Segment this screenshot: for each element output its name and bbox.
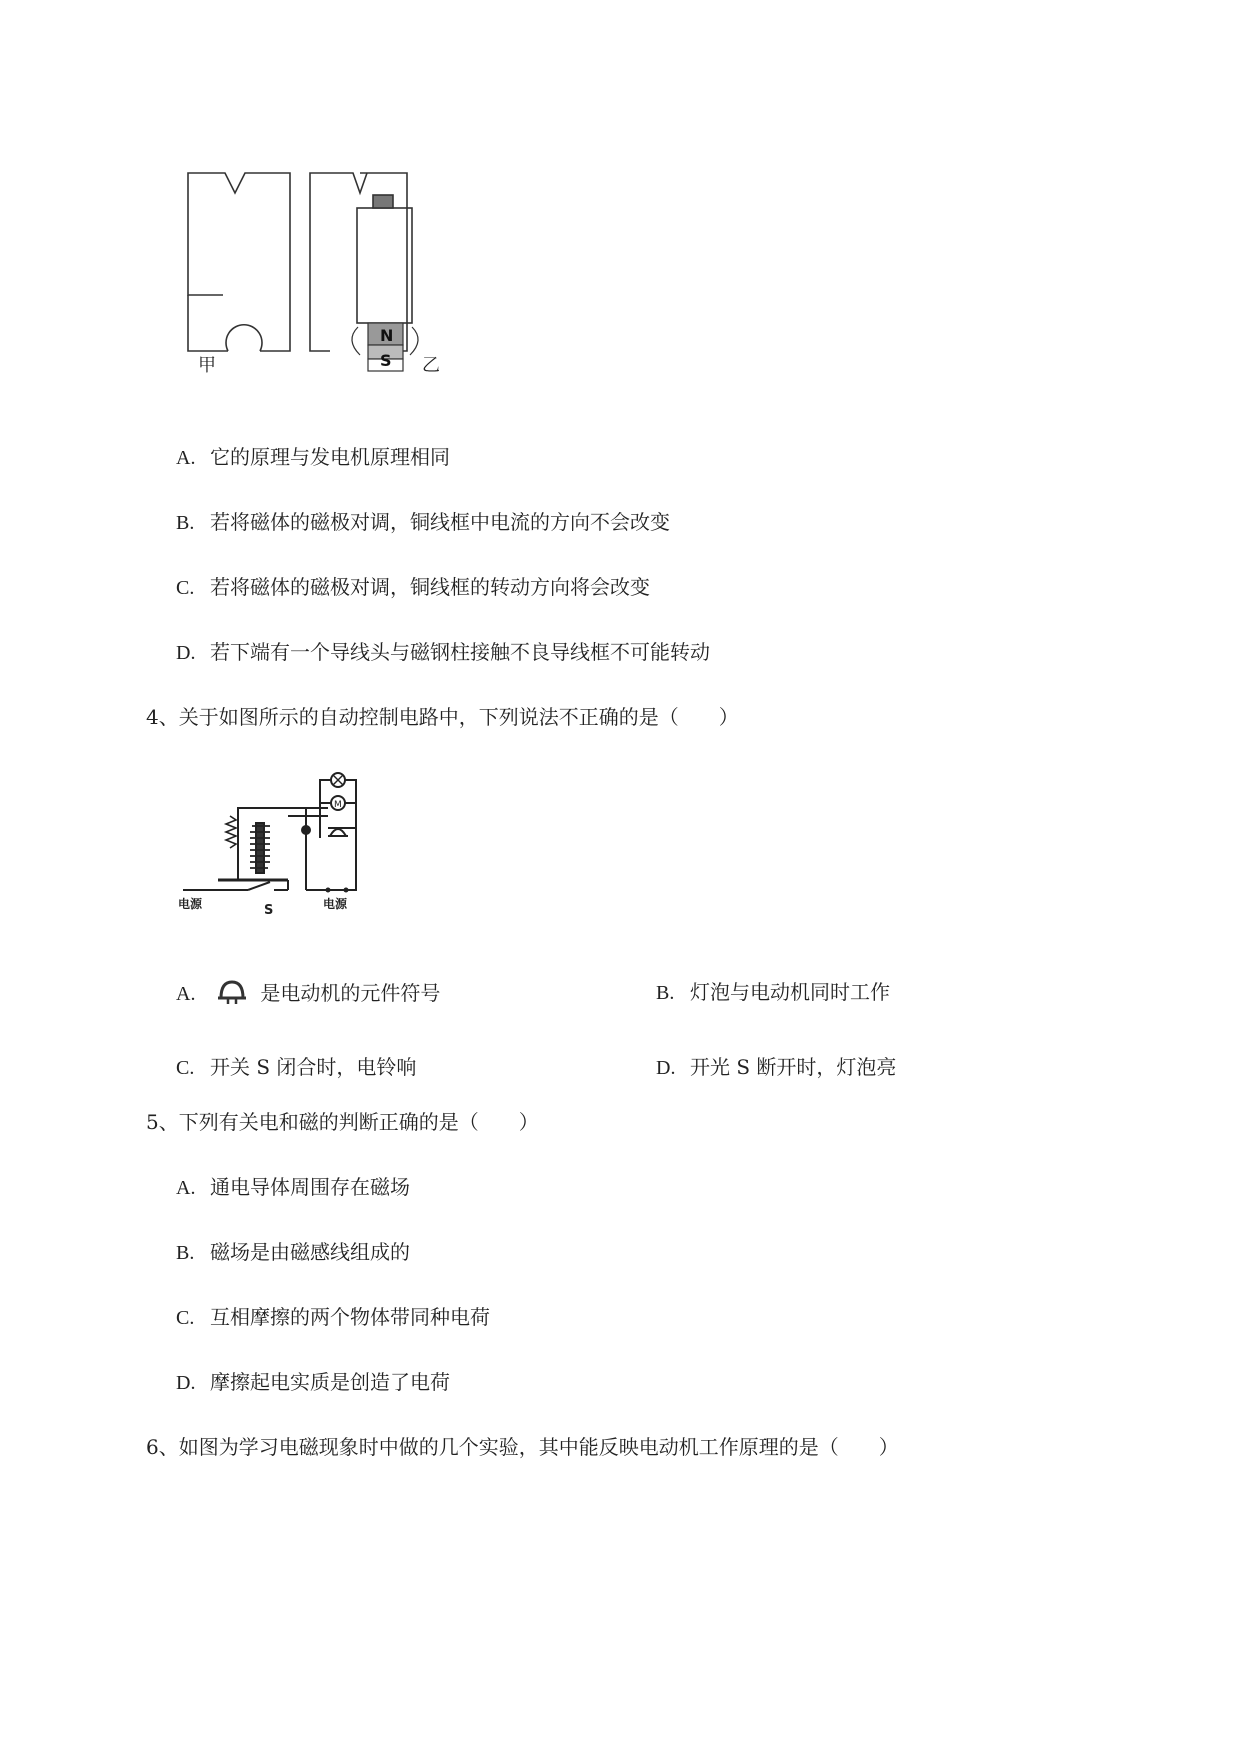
q6-stem: 6、如图为学习电磁现象时中做的几个实验，其中能反映电动机工作原理的是（ ） xyxy=(146,1435,899,1459)
q5-option-a: A. 通电导体周围存在磁场 xyxy=(176,1175,410,1199)
q5-stem: 5、下列有关电和磁的判断正确的是（ ） xyxy=(146,1110,539,1134)
q4-option-c: C. 开关 S 闭合时，电铃响 xyxy=(176,1055,417,1079)
q4-option-d: D. 开光 S 断开时，灯泡亮 xyxy=(656,1055,897,1079)
q4-stem: 4、关于如图所示的自动控制电路中，下列说法不正确的是（ ） xyxy=(146,705,739,729)
magnet-n-label: N xyxy=(380,326,394,345)
q4-option-b: B. 灯泡与电动机同时工作 xyxy=(656,980,890,1004)
q4-option-a: A. 是电动机的元件符号 xyxy=(176,978,440,1008)
q5-option-b: B. 磁场是由磁感线组成的 xyxy=(176,1240,410,1264)
q5-option-d: D. 摩擦起电实质是创造了电荷 xyxy=(176,1370,450,1394)
switch-label: S xyxy=(264,903,274,918)
power-label-left: 电源 xyxy=(178,897,203,911)
bell-symbol-icon xyxy=(216,978,248,1004)
figure-label-jia: 甲 xyxy=(198,355,216,376)
motor-frame-figure xyxy=(180,165,460,385)
q3-option-d: D. 若下端有一个导线头与磁钢柱接触不良导线框不可能转动 xyxy=(176,640,710,664)
magnet-s-label: S xyxy=(380,351,392,370)
power-label-right: 电源 xyxy=(323,897,348,911)
q3-option-c: C. 若将磁体的磁极对调，铜线框的转动方向将会改变 xyxy=(176,575,650,599)
q5-option-c: C. 互相摩擦的两个物体带同种电荷 xyxy=(176,1305,490,1329)
auto-control-circuit-figure xyxy=(178,768,398,918)
svg-text:M: M xyxy=(334,800,342,810)
q3-option-a: A. 它的原理与发电机原理相同 xyxy=(176,445,450,469)
q3-option-b: B. 若将磁体的磁极对调，铜线框中电流的方向不会改变 xyxy=(176,510,670,534)
figure-label-yi: 乙 xyxy=(422,355,440,376)
